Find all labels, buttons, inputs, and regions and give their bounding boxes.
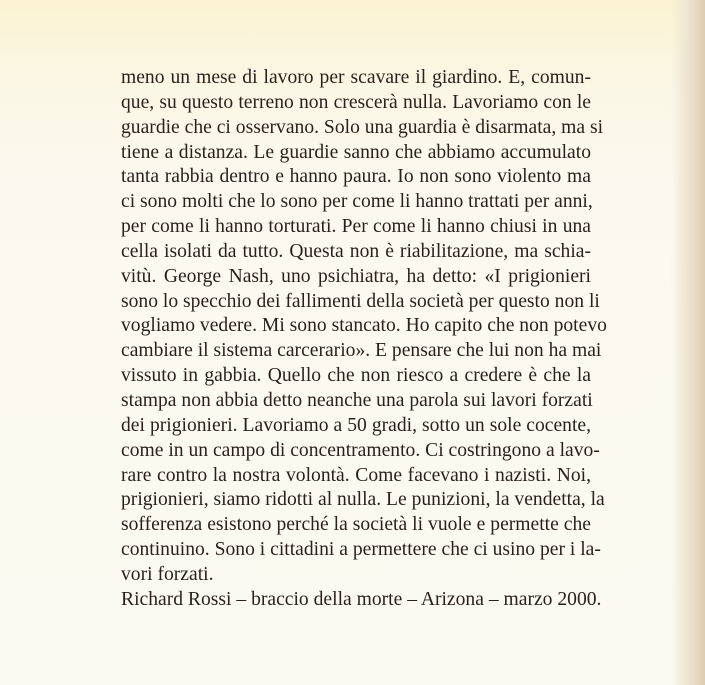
text-line: vitù. George Nash, uno psichiatra, ha detto: «I prigionieri <box>121 265 591 287</box>
text-line: sono lo specchio dei fallimenti della società per questo non li <box>121 290 600 312</box>
text-line: rare contro la nostra volontà. Come facevano i nazisti. Noi, <box>121 464 591 486</box>
text-line: cella isolati da tutto. Questa non è riabilitazione, ma schia- <box>121 240 591 262</box>
text-line: que, su questo terreno non crescerà nulla. Lavoriamo con le <box>121 91 591 113</box>
body-text <box>121 66 607 613</box>
text-line: vori forzati. <box>121 563 214 585</box>
text-line: meno un mese di lavoro per scavare il giardino. E, comun- <box>121 67 591 88</box>
text-line: tiene a distanza. Le guardie sanno che abbiamo accumulato <box>121 141 591 163</box>
text-line: continuino. Sono i cittadini a permettere che ci usino per i la- <box>121 539 601 561</box>
text-line: dei prigionieri. Lavoriamo a 50 gradi, sotto un sole cocente, <box>121 414 591 436</box>
text-line: stampa non abbia detto neanche una parola sui lavori forzati <box>121 389 593 411</box>
text-line: guardie che ci osservano. Solo una guardia è disarmata, ma si <box>121 116 604 138</box>
text-line: ci sono molti che lo sono per come li hanno trattati per anni, <box>121 191 593 213</box>
text-line: vogliamo vedere. Mi sono stancato. Ho capito che non potevo <box>121 315 607 337</box>
text-line: per come li hanno torturati. Per come li hanno chiusi in una <box>121 216 591 238</box>
page-edge-shadow <box>671 0 705 685</box>
text-line: sofferenza esistono perché la società li vuole e permette che <box>121 514 591 536</box>
text-line: vissuto in gabbia. Quello che non riesco a credere è che la <box>121 365 591 387</box>
text-line: prigionieri, siamo ridotti al nulla. Le punizioni, la vendetta, la <box>121 489 605 511</box>
text-line: cambiare il sistema carcerario». E pensare che lui non ha mai <box>121 340 602 362</box>
text-line: come in un campo di concentramento. Ci costringono a lavo- <box>121 439 600 461</box>
signature-line: Richard Rossi – braccio della morte – Arizona – marzo 2000. <box>121 588 602 610</box>
text-line: tanta rabbia dentro e hanno paura. Io non sono violento ma <box>121 166 591 188</box>
